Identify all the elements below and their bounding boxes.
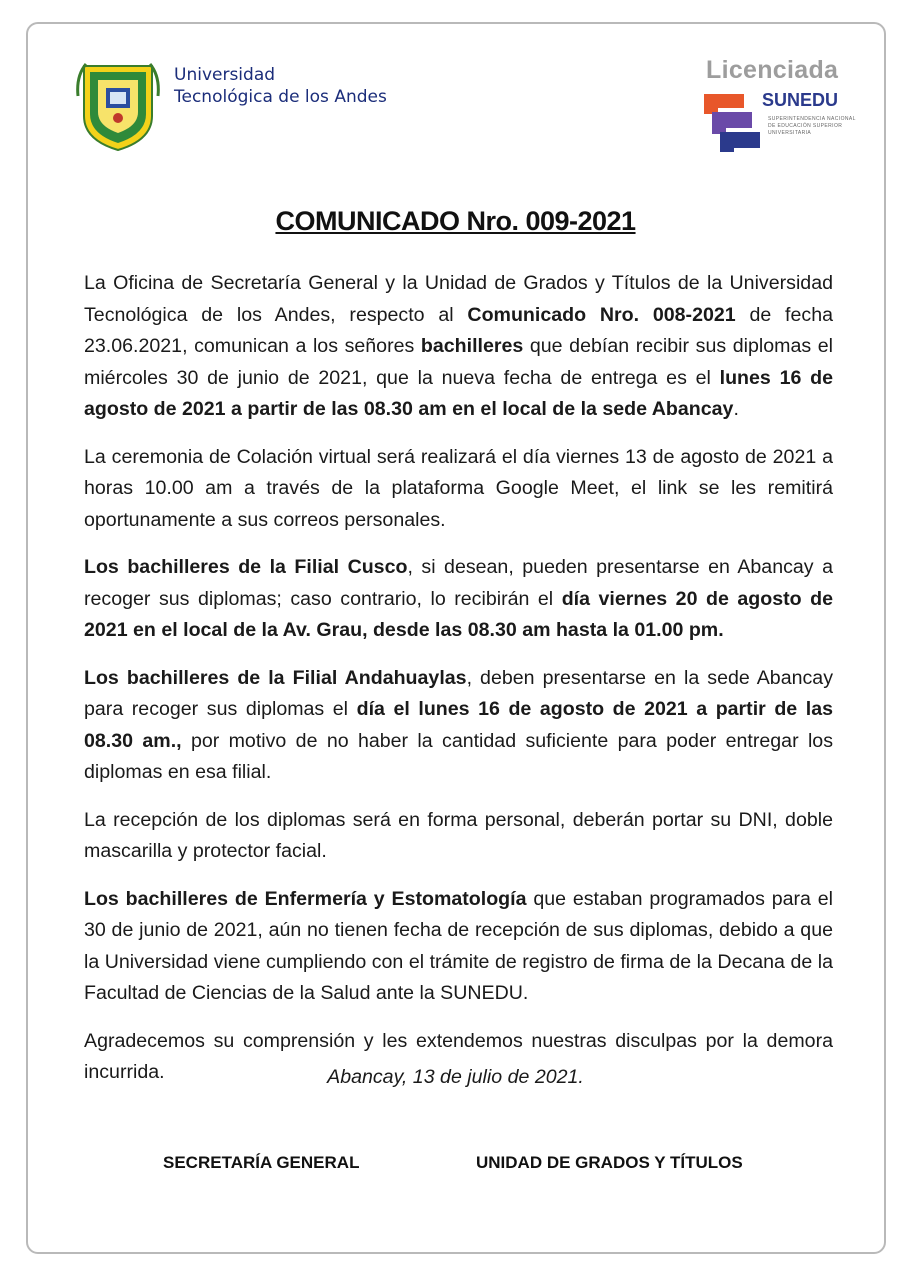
p3-text: , si desean, pueden presentarse en Abancay a recoger sus diplomas; caso contrario, lo recibirán el xyxy=(84,556,833,610)
paragraph-5: La recepción de los diplomas será en forma personal, deberán portar su DNI, doble mascarilla y protector facial. xyxy=(84,808,833,862)
p4-text-2: por motivo de no haber la cantidad suficiente para poder entregar los diplomas en esa filial. xyxy=(84,729,833,783)
paragraph-6 xyxy=(84,884,833,1010)
paragraph-3 xyxy=(84,552,833,647)
p4-bold-andahuaylas: Los bachilleres de la Filial Andahuaylas xyxy=(84,666,467,689)
paragraph-1 xyxy=(84,268,833,426)
signature-grados: UNIDAD DE GRADOS Y TÍTULOS xyxy=(476,1153,743,1172)
university-name-line1: Universidad xyxy=(174,65,276,85)
licensed-label: Licenciada xyxy=(706,56,839,84)
document-body xyxy=(84,268,833,1105)
university-name-line2: Tecnológica de los Andes xyxy=(174,87,387,107)
p4-text: , deben presentarse en la sede Abancay para recoger sus diplomas el xyxy=(84,666,833,720)
p6-text: que estaban programados para el 30 de junio de 2021, aún no tienen fecha de recepción de sus diplomas, debido a que la Universidad viene cumpliendo con el trámite de registro de firma de la Decana de la Facultad de Ciencias de la Salud ante la SUNEDU. xyxy=(84,887,833,1004)
sunedu-subtitle: SUPERINTENDENCIA NACIONAL DE EDUCACIÓN SUPERIOR UNIVERSITARIA xyxy=(768,116,856,136)
university-name xyxy=(174,64,387,108)
p1-text-2: de fecha 23.06.2021, comunican a los señores xyxy=(84,303,833,357)
university-seal-icon xyxy=(76,56,160,152)
p3-bold-date: día viernes 20 de agosto de 2021 en el local de la Av. Grau, desde las 08.30 am hasta la 01.00 pm. xyxy=(84,587,833,641)
sunedu-name: SUNEDU xyxy=(762,90,839,110)
p1-text: La Oficina de Secretaría General y la Unidad de Grados y Títulos de la Universidad Tecnológica de los Andes, respecto al xyxy=(84,272,833,326)
p1-text-3: que debían recibir sus diplomas el miércoles 30 de junio de 2021, que la nueva fecha de entrega es el xyxy=(84,335,833,389)
p1-end: . xyxy=(733,398,739,420)
date-line: Abancay, 13 de julio de 2021. xyxy=(327,1066,584,1088)
signature-secretaria: SECRETARÍA GENERAL xyxy=(163,1153,360,1172)
sunedu-logo-icon xyxy=(702,88,764,154)
p1-bold-bachilleres: bachilleres xyxy=(420,335,524,357)
paragraph-2: La ceremonia de Colación virtual será realizará el día viernes 13 de agosto de 2021 a horas 10.00 am a través de la plataforma Google Meet, el link se les remitirá oportunamente a sus correos personales. xyxy=(84,445,833,531)
p6-bold-enfermeria: Los bachilleres de Enfermería y Estomatología xyxy=(84,887,527,910)
p3-bold-cusco: Los bachilleres de la Filial Cusco xyxy=(84,556,408,578)
paragraph-7: Agradecemos su comprensión y les extendemos nuestras disculpas por la demora incurrida. xyxy=(84,1029,833,1083)
paragraph-4 xyxy=(84,663,833,789)
p1-bold-comunicado: Comunicado Nro. 008-2021 xyxy=(467,303,736,326)
p1-bold-date: lunes 16 de agosto de 2021 a partir de las 08.30 am en el local de la sede Abancay xyxy=(84,366,833,420)
p4-bold-date: día el lunes 16 de agosto de 2021 a partir de las 08.30 am., xyxy=(84,698,833,752)
document-title: COMUNICADO Nro. 009-2021 xyxy=(275,206,636,236)
